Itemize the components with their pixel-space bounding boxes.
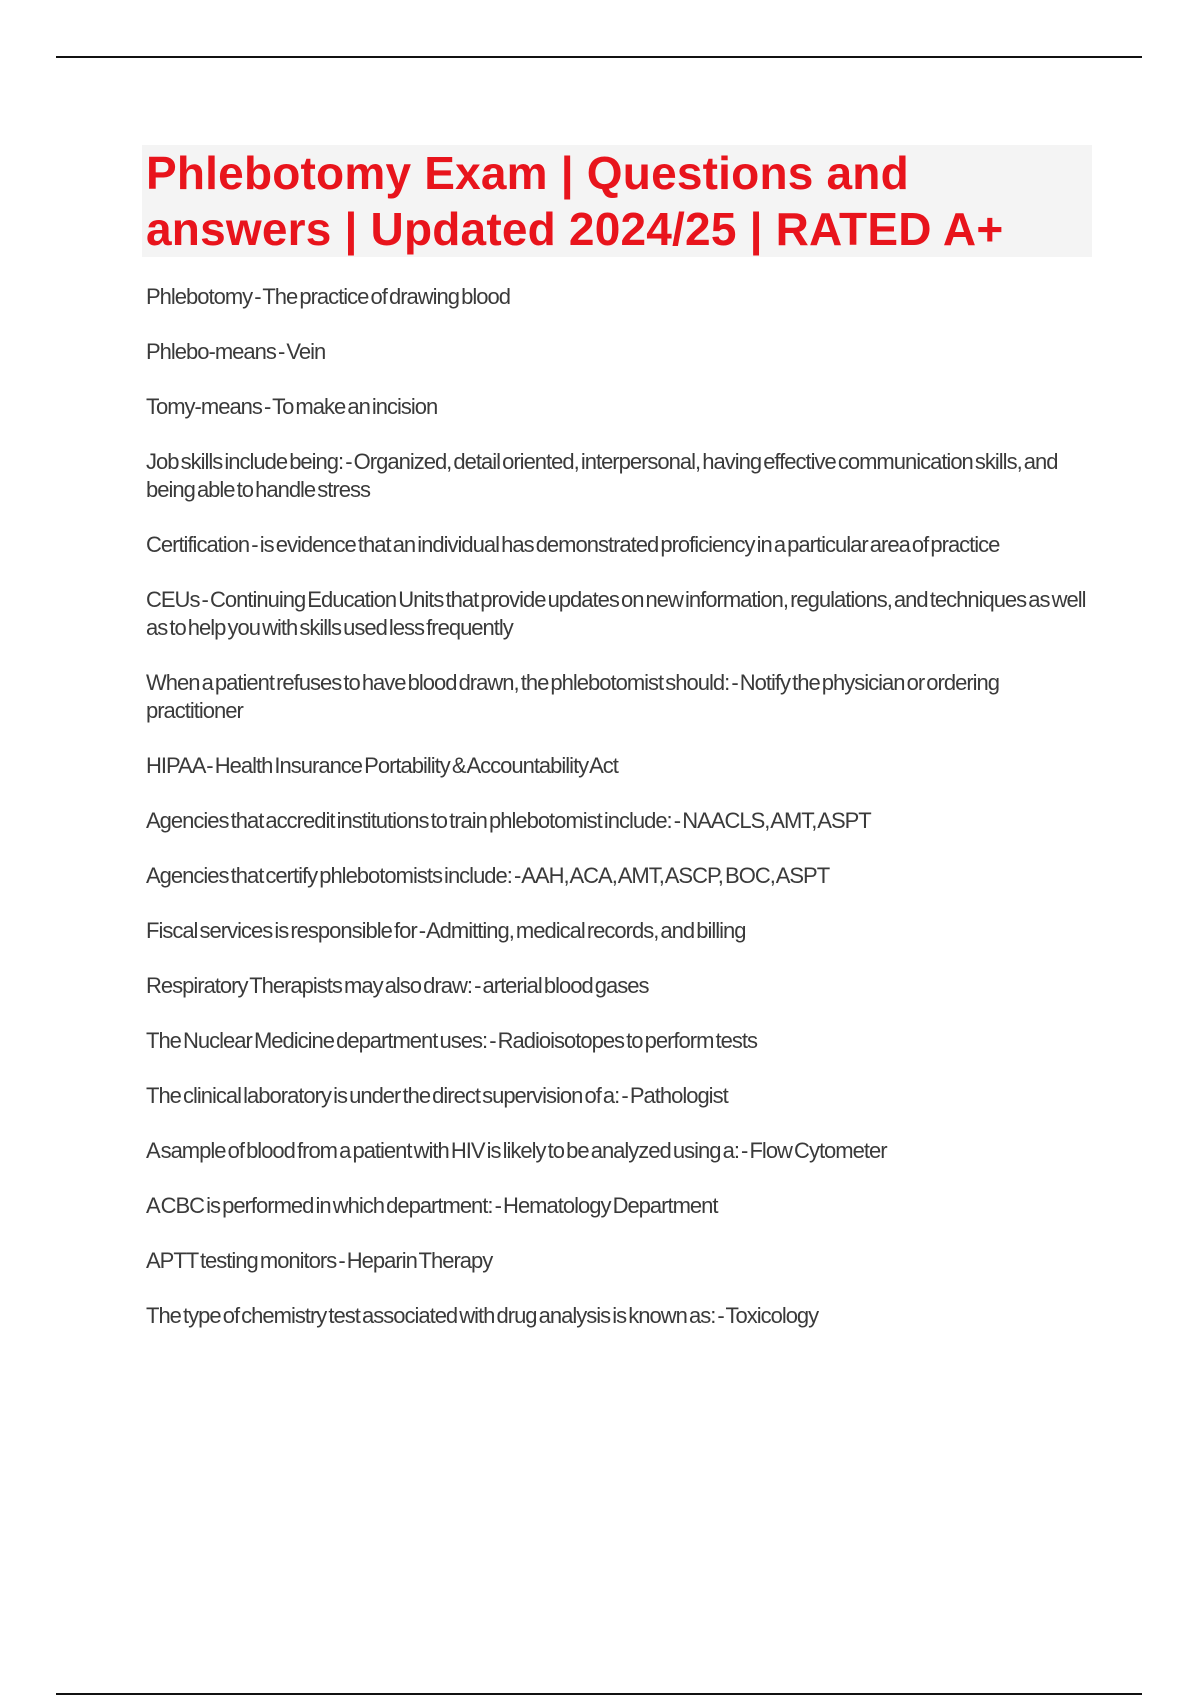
qa-item: When a patient refuses to have blood drawn, the phlebotomist should: - Notify the physician or ordering practitioner (146, 670, 1000, 723)
qa-item: Phlebotomy - The practice of drawing blood (146, 284, 510, 309)
qa-item: Respiratory Therapists may also draw: - arterial blood gases (146, 973, 649, 998)
qa-item: Tomy-means - To make an incision (146, 394, 438, 419)
qa-item: Phlebo-means - Vein (146, 339, 326, 364)
qa-item: APTT testing monitors - Heparin Therapy (146, 1248, 493, 1273)
qa-item: Fiscal services is responsible for - Admitting, medical records, and billing (146, 918, 746, 943)
bottom-rule (56, 1693, 1142, 1695)
qa-item: CEUs - Continuing Education Units that provide updates on new information, regulations, and techniques as well as to help you with skills used less frequently (146, 587, 1086, 640)
qa-item: Certification - is evidence that an individual has demonstrated proficiency in a particular area of practice (146, 532, 1000, 557)
qa-list (146, 283, 1096, 1357)
qa-item: The Nuclear Medicine department uses: - Radioisotopes to perform tests (146, 1028, 757, 1053)
top-rule (56, 56, 1142, 58)
qa-item: Agencies that certify phlebotomists include: - AAH, ACA, AMT, ASCP, BOC, ASPT (146, 863, 830, 888)
qa-item: Agencies that accredit institutions to train phlebotomist include: - NAACLS, AMT, ASPT (146, 808, 871, 833)
qa-item: Job skills include being: - Organized, detail oriented, interpersonal, having effective communication skills, and being able to handle stress (146, 449, 1058, 502)
document-title: Phlebotomy Exam | Questions and answers | Updated 2024/25 | RATED A+ (146, 147, 1004, 255)
qa-item: The type of chemistry test associated with drug analysis is known as: - Toxicology (146, 1303, 819, 1328)
qa-item: A sample of blood from a patient with HIV is likely to be analyzed using a: - Flow Cytometer (146, 1138, 887, 1163)
qa-item: A CBC is performed in which department: - Hematology Department (146, 1193, 718, 1218)
qa-item: The clinical laboratory is under the direct supervision of a: - Pathologist (146, 1083, 728, 1108)
qa-item: HIPAA - Health Insurance Portability & Accountability Act (146, 753, 618, 778)
